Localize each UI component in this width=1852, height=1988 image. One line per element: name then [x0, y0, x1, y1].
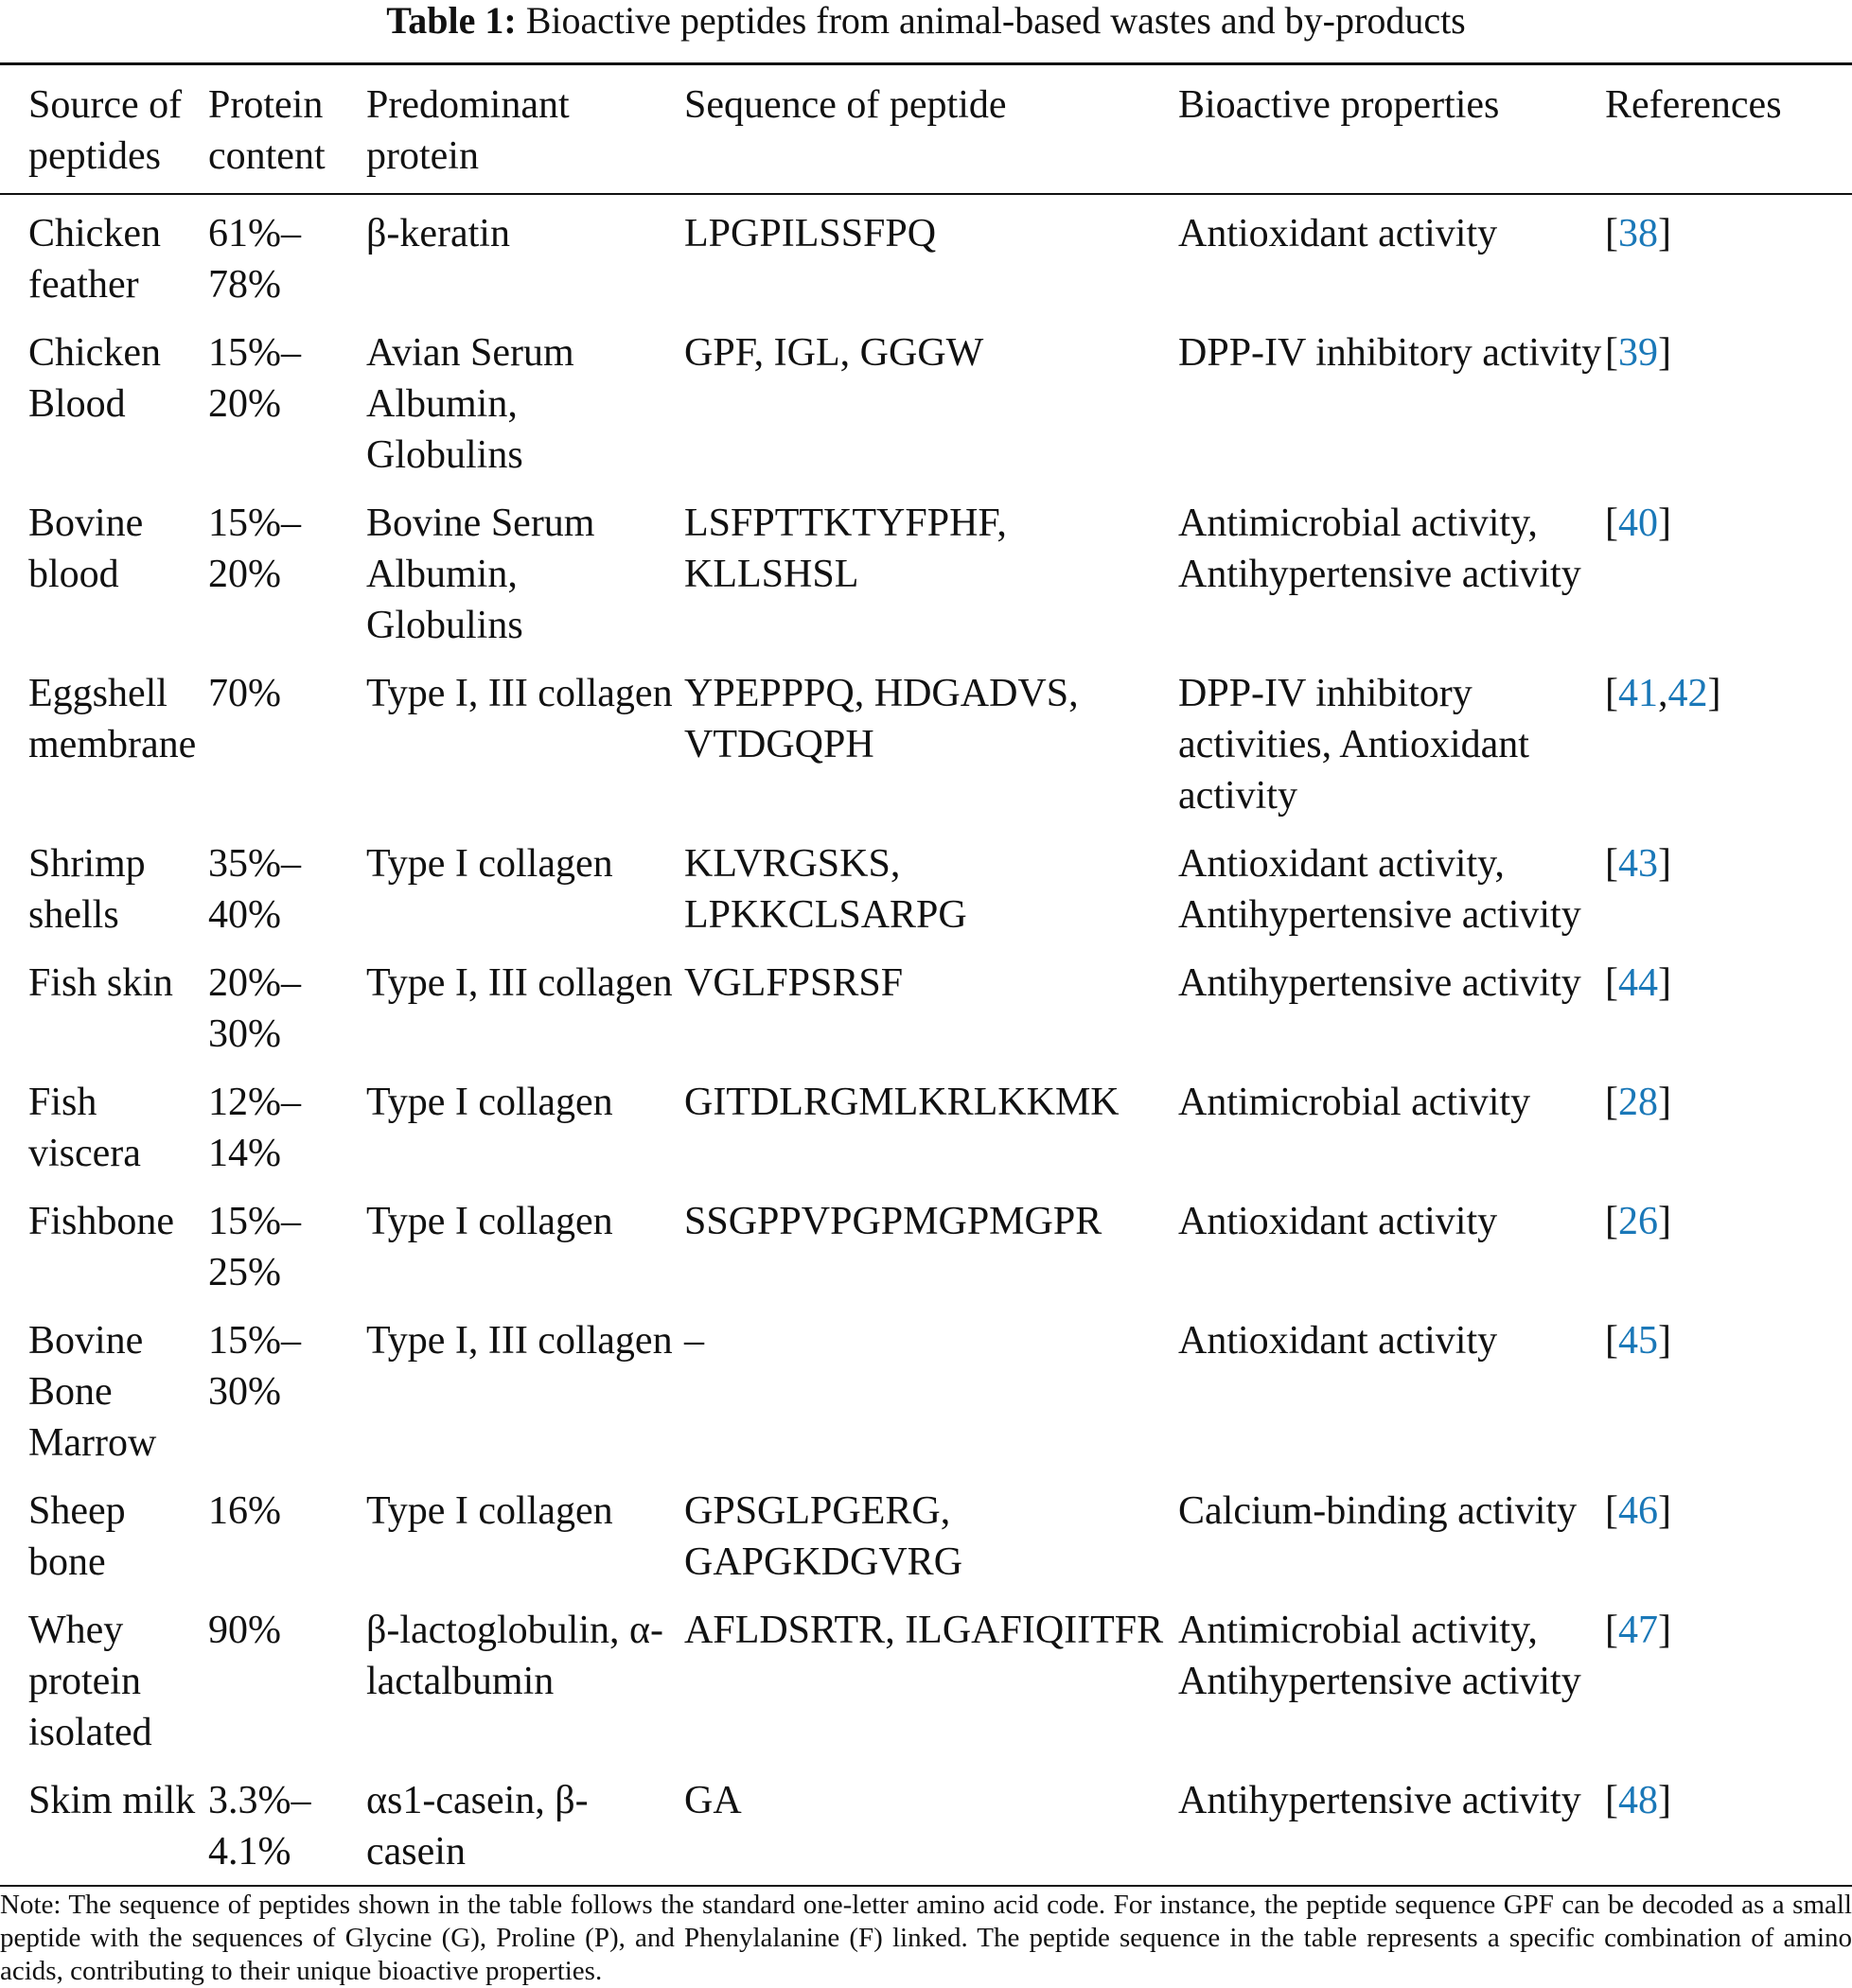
table-row	[0, 946, 1852, 1065]
header-source: Source of peptides	[28, 83, 183, 178]
table-caption	[0, 0, 1852, 45]
cell-source: Chicken Blood	[28, 331, 161, 426]
cell-references: [48]	[1605, 1779, 1671, 1822]
cell-protein: αs1-casein, β-casein	[366, 1779, 589, 1874]
cell-protein: Type I collagen	[366, 1200, 613, 1243]
cell-properties: Calcium-binding activity	[1178, 1489, 1578, 1533]
cell-content: 15%–30%	[208, 1319, 301, 1414]
cell-source: Chicken feather	[28, 212, 161, 307]
cell-references: [28]	[1605, 1081, 1671, 1124]
table-body	[0, 193, 1852, 1883]
cell-references: [26]	[1605, 1200, 1671, 1243]
header-rule	[0, 193, 1852, 195]
cell-properties: DPP-IV inhibitory activities, Antioxidant activity	[1178, 672, 1529, 818]
peptide-table	[0, 66, 1852, 1883]
reference-link[interactable]: 46	[1618, 1489, 1658, 1533]
cell-properties: Antimicrobial activity	[1178, 1081, 1531, 1124]
table-note: Note: The sequence of peptides shown in the table follows the standard one-letter amino acid code. For instance, the peptide sequence GPF can be decoded as a small peptide with the sequences of Glycine (G), Proline (P), and Phenylalanine (F) linked. The peptide sequence in the table represents a specific combination of amino acids, contributing to their unique bioactive properties.	[0, 1890, 1852, 1986]
cell-sequence: SSGPPVPGPMGPMGPR	[684, 1200, 1102, 1243]
cell-protein: Type I collagen	[366, 1081, 613, 1124]
reference-link[interactable]: 43	[1618, 842, 1658, 886]
reference-link[interactable]: 47	[1618, 1609, 1658, 1652]
table-row	[0, 193, 1852, 316]
cell-properties: Antioxidant activity	[1178, 212, 1498, 255]
cell-references: [45]	[1605, 1319, 1671, 1363]
table-row	[0, 657, 1852, 827]
cell-sequence: VGLFPSRSF	[684, 961, 904, 1005]
cell-source: Bovine blood	[28, 501, 144, 596]
cell-protein: Type I, III collagen	[366, 672, 673, 715]
cell-references: [44]	[1605, 961, 1671, 1005]
cell-properties: Antimicrobial activity, Antihypertensive activity	[1178, 1609, 1581, 1703]
cell-references: [46]	[1605, 1489, 1671, 1533]
cell-source: Whey protein isolated	[28, 1609, 152, 1754]
cell-content: 15%–20%	[208, 501, 301, 596]
cell-protein: Type I, III collagen	[366, 1319, 673, 1363]
cell-content: 90%	[208, 1609, 281, 1652]
reference-link[interactable]: 39	[1618, 331, 1658, 375]
cell-source: Bovine Bone Marrow	[28, 1319, 157, 1465]
header-sequence: Sequence of peptide	[684, 83, 1007, 127]
cell-properties: Antioxidant activity	[1178, 1200, 1498, 1243]
reference-link[interactable]: 45	[1618, 1319, 1658, 1363]
table-row	[0, 316, 1852, 486]
cell-content: 12%–14%	[208, 1081, 301, 1175]
cell-references: [40]	[1605, 501, 1671, 545]
cell-sequence: LSFPTTKTYFPHF, KLLSHSL	[684, 501, 1007, 596]
cell-sequence: GA	[684, 1779, 742, 1822]
table-row	[0, 1764, 1852, 1883]
cell-properties: Antimicrobial activity, Antihypertensive activity	[1178, 501, 1581, 596]
table-row	[0, 1593, 1852, 1764]
top-rule	[0, 62, 1852, 65]
cell-references: [43]	[1605, 842, 1671, 886]
cell-source: Shrimp shells	[28, 842, 146, 937]
cell-content: 61%–78%	[208, 212, 301, 307]
cell-content: 70%	[208, 672, 281, 715]
cell-content: 16%	[208, 1489, 281, 1533]
header-references: References	[1605, 83, 1782, 127]
cell-sequence: GPF, IGL, GGGW	[684, 331, 984, 375]
cell-source: Skim milk	[28, 1779, 196, 1822]
cell-references: [39]	[1605, 331, 1671, 375]
cell-protein: Type I collagen	[366, 1489, 613, 1533]
header-content: Protein content	[208, 83, 326, 178]
reference-link[interactable]: 38	[1618, 212, 1658, 255]
reference-link[interactable]: 41	[1618, 672, 1658, 715]
cell-protein: β-keratin	[366, 212, 510, 255]
table-row	[0, 1185, 1852, 1304]
reference-link[interactable]: 40	[1618, 501, 1658, 545]
cell-source: Eggshell membrane	[28, 672, 197, 766]
cell-properties: Antioxidant activity, Antihypertensive activity	[1178, 842, 1581, 937]
header-properties: Bioactive properties	[1178, 83, 1500, 127]
bottom-rule	[0, 1885, 1852, 1887]
cell-sequence: GITDLRGMLKRLKKMK	[684, 1081, 1120, 1124]
table-caption-label: Table 1:	[386, 0, 517, 42]
table-row	[0, 1065, 1852, 1185]
cell-protein: Bovine Serum Albumin, Globulins	[366, 501, 595, 647]
cell-sequence: YPEPPPQ, HDGADVS, VTDGQPH	[684, 672, 1079, 766]
table-row	[0, 486, 1852, 657]
cell-sequence: KLVRGSKS, LPKKCLSARPG	[684, 842, 967, 937]
cell-content: 15%–20%	[208, 331, 301, 426]
cell-references: [41,42]	[1605, 672, 1721, 715]
cell-source: Fish skin	[28, 961, 173, 1005]
cell-content: 15%–25%	[208, 1200, 301, 1294]
cell-references: [38]	[1605, 212, 1671, 255]
cell-source: Fishbone	[28, 1200, 175, 1243]
cell-references: [47]	[1605, 1609, 1671, 1652]
cell-sequence: LPGPILSSFPQ	[684, 212, 937, 255]
cell-sequence: AFLDSRTR, ILGAFIQIITFR	[684, 1609, 1164, 1652]
cell-protein: β-lactoglobulin, α-lactalbumin	[366, 1609, 663, 1703]
table-caption-title: Bioactive peptides from animal-based wastes and by-products	[525, 0, 1466, 42]
reference-link[interactable]: 26	[1618, 1200, 1658, 1243]
cell-sequence: GPSGLPGERG, GAPGKDGVRG	[684, 1489, 963, 1584]
cell-content: 35%–40%	[208, 842, 301, 937]
cell-protein: Type I, III collagen	[366, 961, 673, 1005]
cell-properties: Antihypertensive activity	[1178, 961, 1581, 1005]
reference-link[interactable]: 48	[1618, 1779, 1658, 1822]
cell-properties: Antioxidant activity	[1178, 1319, 1498, 1363]
cell-properties: DPP-IV inhibitory activity	[1178, 331, 1602, 375]
reference-link[interactable]: 44	[1618, 961, 1658, 1005]
table-header-row	[0, 66, 1852, 193]
cell-protein: Avian Serum Albumin, Globulins	[366, 331, 574, 477]
cell-protein: Type I collagen	[366, 842, 613, 886]
table-row	[0, 827, 1852, 946]
table-row	[0, 1304, 1852, 1474]
table-row	[0, 1474, 1852, 1593]
cell-content: 20%–30%	[208, 961, 301, 1056]
cell-content: 3.3%–4.1%	[208, 1779, 311, 1874]
header-protein: Predominant protein	[366, 83, 570, 178]
cell-sequence: –	[684, 1319, 704, 1363]
cell-source: Fish viscera	[28, 1081, 141, 1175]
reference-link[interactable]: 28	[1618, 1081, 1658, 1124]
reference-link[interactable]: 42	[1667, 672, 1708, 715]
cell-source: Sheep bone	[28, 1489, 126, 1584]
cell-properties: Antihypertensive activity	[1178, 1779, 1581, 1822]
